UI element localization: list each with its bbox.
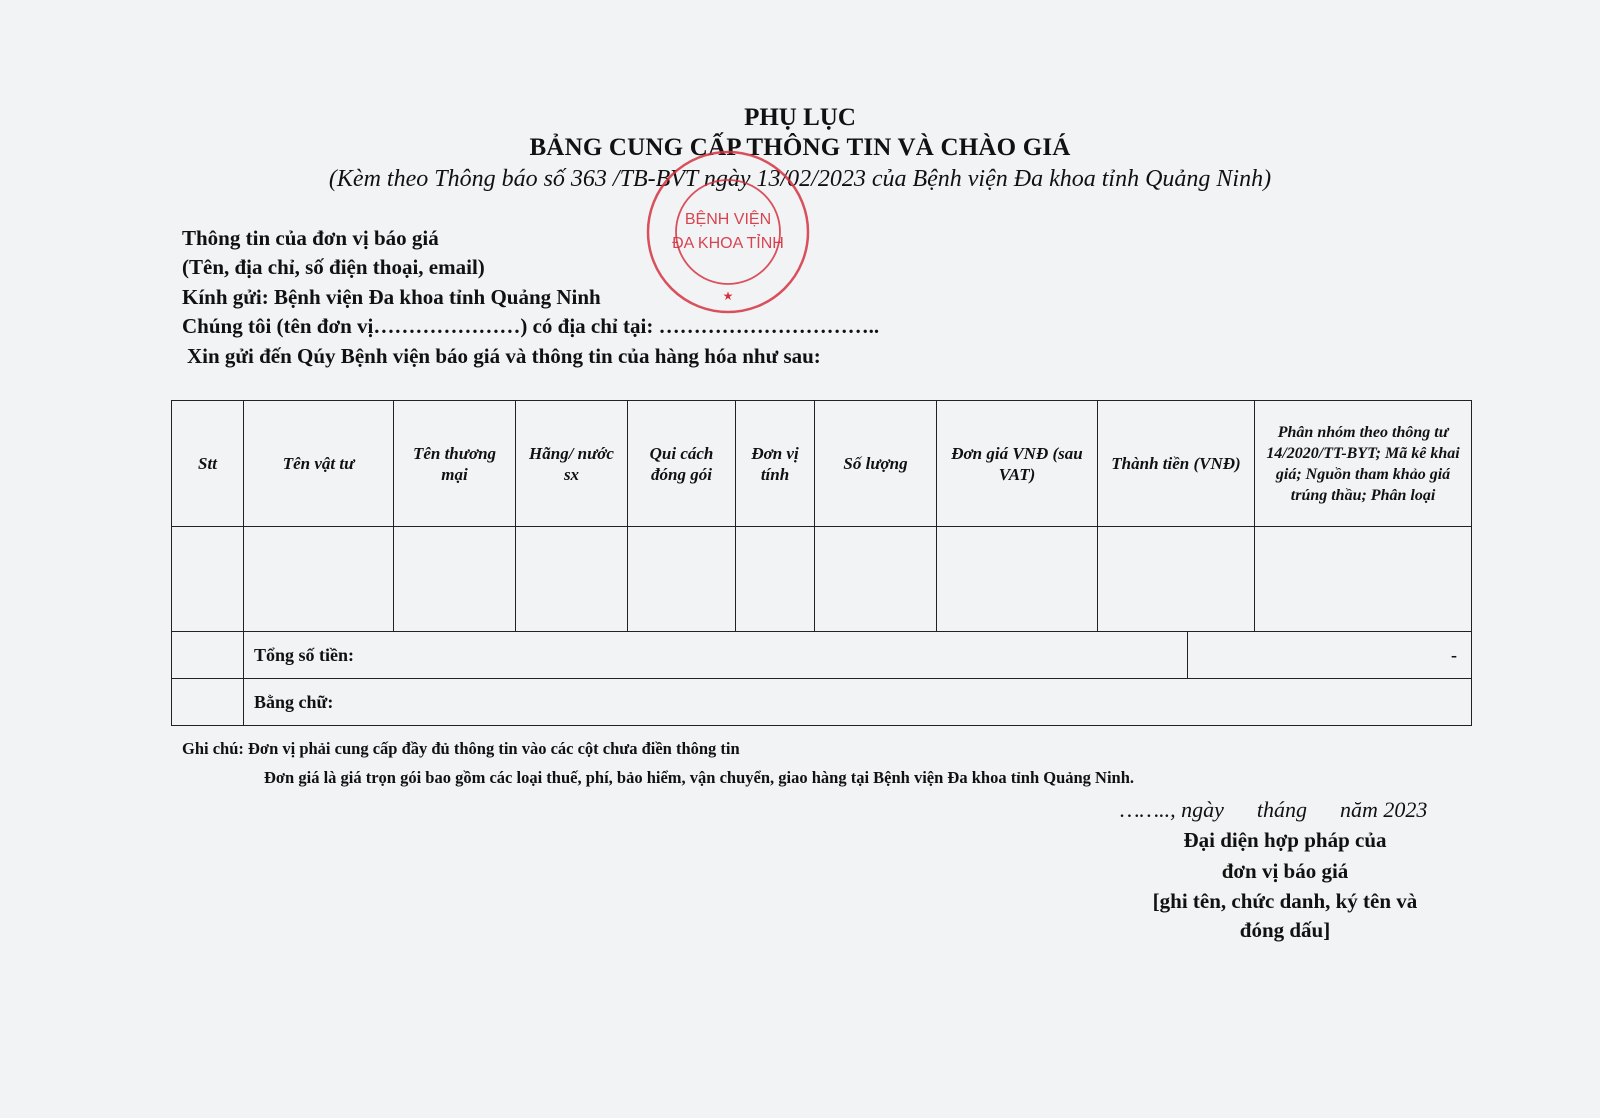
- signature-date: …….., ngày tháng năm 2023: [1120, 797, 1428, 822]
- table-cell: [1255, 527, 1472, 632]
- column-header: Phân nhóm theo thông tư 14/2020/TT-BYT; Mã kê khai giá; Nguồn tham khảo giá trúng thầu; Phân loại: [1255, 401, 1472, 527]
- note-line-1: Ghi chú: Đơn vị phải cung cấp đầy đủ thông tin vào các cột chưa điền thông tin: [182, 739, 740, 758]
- reference-prefix: (Kèm theo Thông báo số: [328, 166, 571, 192]
- reference-number: 363: [570, 166, 607, 192]
- table-cell: [394, 527, 516, 632]
- signature-line-1: Đại diện hợp pháp của: [1183, 828, 1387, 852]
- signature-line-4: đóng dấu]: [1239, 918, 1331, 942]
- info-line-1: Thông tin của đơn vị báo giá: [182, 226, 439, 250]
- total-row: [172, 632, 1472, 679]
- info-line-2: (Tên, địa chỉ, số điện thoại, email): [182, 255, 485, 279]
- reference-suffix: /TB-BVT ngày 13/02/2023 của Bệnh viện Đa khoa tỉnh Quảng Ninh): [606, 166, 1272, 192]
- stamp-text-line1: BỆNH VIỆN: [684, 211, 772, 228]
- table-cell: [815, 527, 937, 632]
- column-header: Hãng/ nước sx: [516, 401, 628, 527]
- document-subtitle: BẢNG CUNG CẤP THÔNG TIN VÀ CHÀO GIÁ: [529, 134, 1071, 161]
- table-cell: [172, 679, 244, 726]
- table-cell: [516, 527, 628, 632]
- table-cell: [172, 527, 244, 632]
- hospital-stamp: [638, 140, 818, 320]
- star-icon: ★: [722, 289, 734, 303]
- table-cell: [628, 527, 736, 632]
- info-line-5: Xin gửi đến Qúy Bệnh viện báo giá và thông tin của hàng hóa như sau:: [187, 344, 821, 368]
- table-cell: [736, 527, 815, 632]
- column-header: Stt: [172, 401, 244, 527]
- quotation-table: [171, 400, 1472, 726]
- words-row: [172, 679, 1472, 726]
- total-value: -: [1188, 632, 1472, 679]
- info-line-3: Kính gửi: Bệnh viện Đa khoa tỉnh Quảng Ninh: [182, 285, 601, 309]
- table-cell: [244, 527, 394, 632]
- column-header: Tên thương mại: [394, 401, 516, 527]
- stamp-text-line2: ĐA KHOA TỈNH: [672, 235, 784, 252]
- document-title: PHỤ LỤC: [744, 104, 856, 131]
- column-header: Qui cách đóng gói: [628, 401, 736, 527]
- total-label: Tổng số tiền:: [244, 632, 1188, 679]
- signature-line-2: đơn vị báo giá: [1221, 859, 1349, 883]
- signature-line-3: [ghi tên, chức danh, ký tên và: [1152, 889, 1418, 913]
- table-row: [172, 527, 1472, 632]
- column-header: Đơn giá VNĐ (sau VAT): [937, 401, 1098, 527]
- column-header: Số lượng: [815, 401, 937, 527]
- table-cell: [937, 527, 1098, 632]
- column-header: Tên vật tư: [244, 401, 394, 527]
- table-cell: [1098, 527, 1255, 632]
- words-label: Bằng chữ:: [244, 679, 1472, 726]
- column-header: Đơn vị tính: [736, 401, 815, 527]
- table-cell: [172, 632, 244, 679]
- note-line-2: Đơn giá là giá trọn gói bao gồm các loại thuế, phí, bảo hiểm, vận chuyển, giao hàng tại Bệnh viện Đa khoa tỉnh Quảng Ninh.: [264, 768, 1135, 787]
- info-line-4: Chúng tôi (tên đơn vị…………………) có địa chỉ tại: …………………………..: [182, 314, 880, 338]
- column-header: Thành tiền (VNĐ): [1098, 401, 1255, 527]
- table-header-row: [172, 401, 1472, 527]
